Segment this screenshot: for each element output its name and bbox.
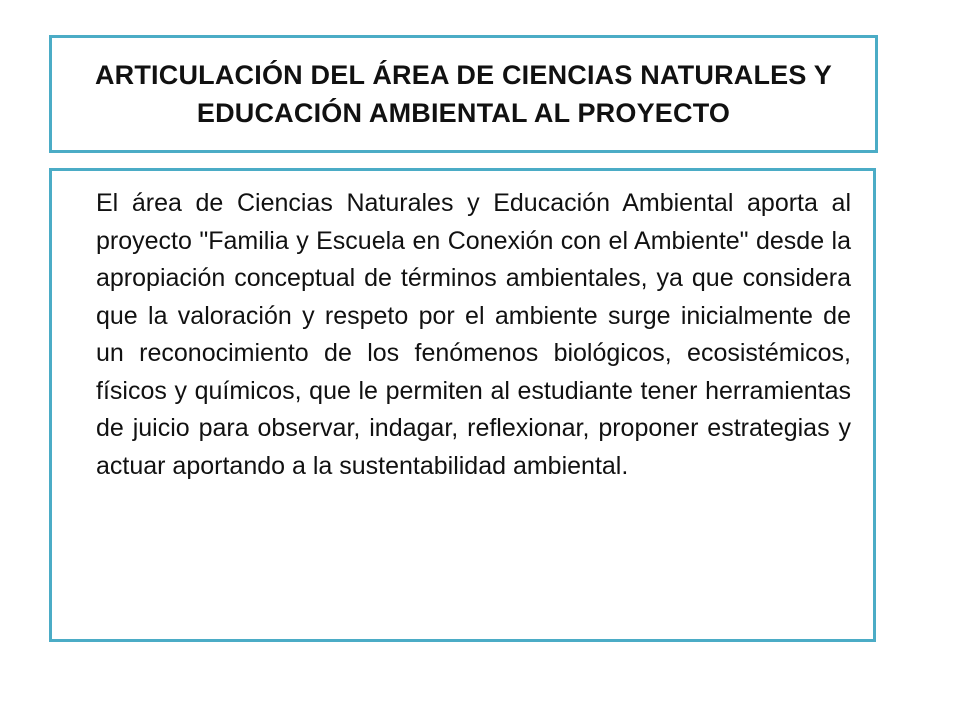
title-box (49, 35, 878, 153)
content-box (49, 168, 876, 642)
body-paragraph: El área de Ciencias Naturales y Educación Ambiental aporta al proyecto "Familia y Escuela en Conexión con el Ambiente" desde la apropiación conceptual de términos ambientales, ya que considera que la valoración y respeto por el ambiente surge inicialmente de un reconocimiento de los fenómenos biológicos, ecosistémicos, físicos y químicos, que le permiten al estudiante tener herramientas de juicio para observar, indagar, reflexionar, proponer estrategias y actuar aportando a la sustentabilidad ambiental. (96, 189, 851, 480)
slide-title: ARTICULACIÓN DEL ÁREA DE CIENCIAS NATURALES Y EDUCACIÓN AMBIENTAL AL PROYECTO (94, 60, 833, 128)
